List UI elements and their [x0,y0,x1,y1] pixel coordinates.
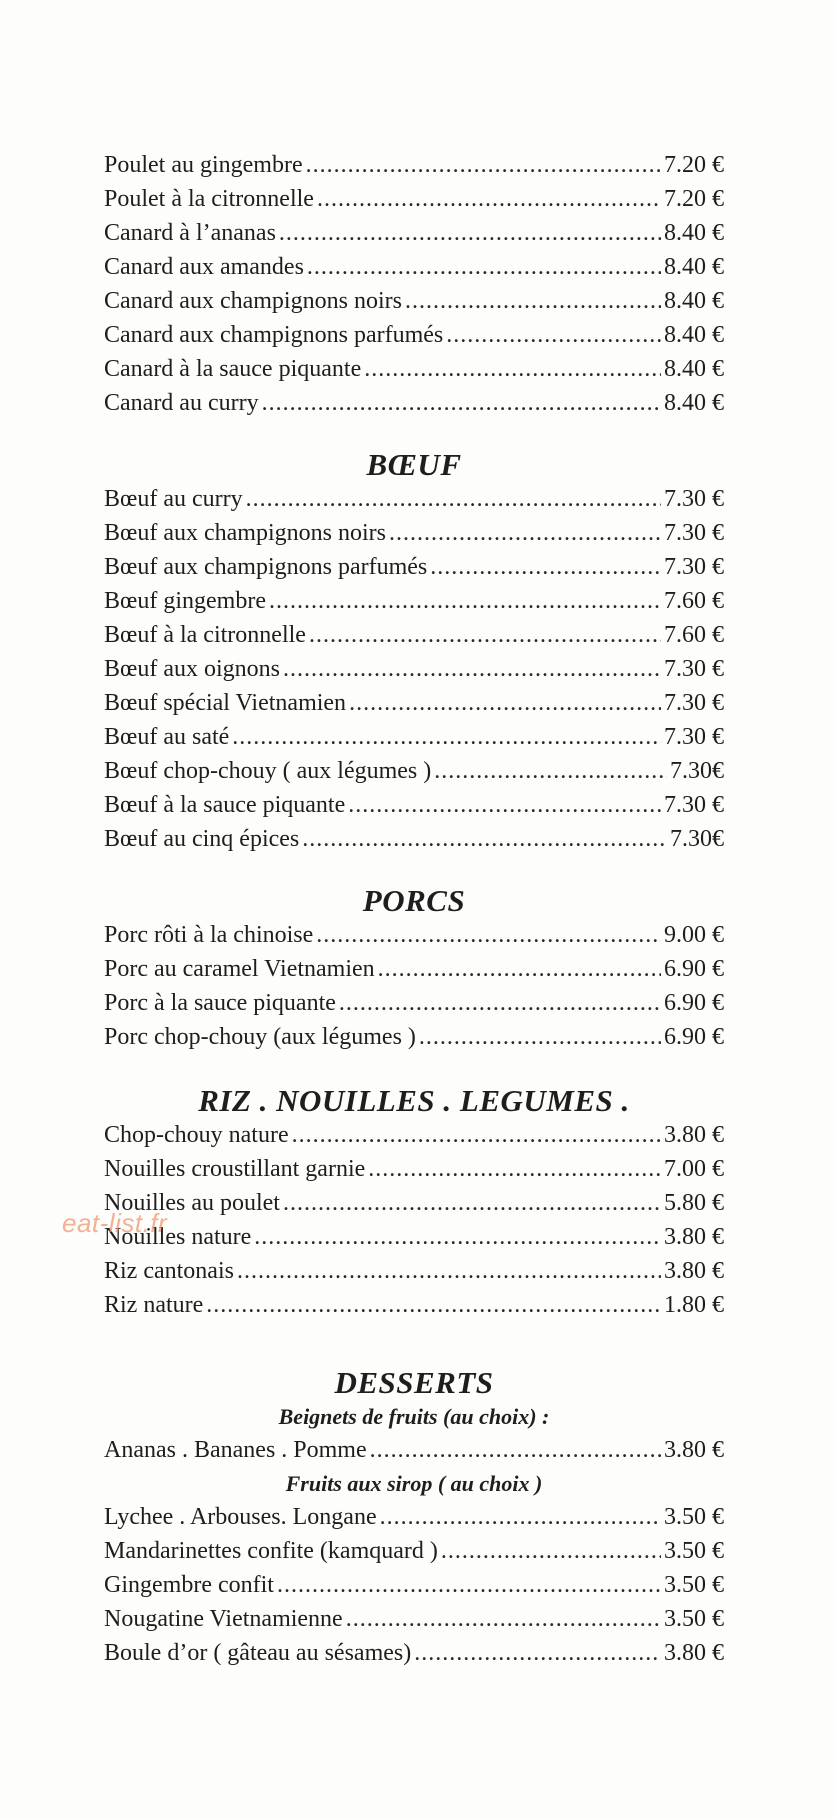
leader-dots [237,1254,661,1288]
item-name: Bœuf à la citronnelle [104,622,306,648]
section-title: PORCS [362,883,466,918]
menu-item [104,1020,724,1054]
item-name: Poulet au gingembre [104,152,303,178]
subsection-title: Beignets de fruits (au choix) : [278,1404,550,1429]
item-price: 7.30 € [664,520,724,546]
leader-dots [206,1288,661,1322]
item-name: Porc chop-chouy (aux légumes ) [104,1024,416,1050]
leader-dots [283,1186,661,1220]
item-price: 9.00 € [664,922,724,948]
menu-item [104,284,724,318]
section-title: DESSERTS [334,1365,494,1400]
menu-item [104,1500,724,1534]
leader-dots [370,1433,661,1467]
menu-item [104,822,724,856]
item-price: 7.30 € [664,486,724,512]
menu-item [104,216,724,250]
leader-dots [279,216,661,250]
item-price: 7.00 € [664,1156,724,1182]
leader-dots [262,386,661,420]
menu-item [104,1186,724,1220]
item-name: Lychee . Arbouses. Longane [104,1504,377,1530]
menu-item [104,686,724,720]
item-price: 5.80 € [664,1190,724,1216]
item-name: Bœuf au cinq épices [104,826,300,852]
leader-dots [368,1152,661,1186]
item-price: 3.50 € [664,1606,724,1632]
item-name: Bœuf aux oignons [104,656,280,682]
menu-item [104,482,724,516]
item-name: Riz cantonais [104,1258,234,1284]
item-price: 7.30 € [664,690,724,716]
item-name: Bœuf au saté [104,724,230,750]
leader-dots [430,550,661,584]
menu-item [104,148,724,182]
item-name: Canard aux champignons noirs [104,288,402,314]
section-desserts [104,1366,724,1670]
subsection-title: Fruits aux sirop ( au choix ) [285,1471,543,1496]
leader-dots [419,1020,661,1054]
item-name: Bœuf au curry [104,486,243,512]
menu-item [104,1602,724,1636]
item-name: Bœuf chop-chouy ( aux légumes ) [104,758,432,784]
item-name: Nouilles nature [104,1224,252,1250]
item-price: 3.80 € [664,1640,724,1666]
item-name: Nouilles croustillant garnie [104,1156,366,1182]
item-price: 8.40 € [664,322,724,348]
item-price: 7.30€ [670,826,724,852]
leader-dots [434,754,667,788]
item-price: 7.60 € [664,588,724,614]
item-price: 3.50 € [664,1504,724,1530]
menu-item [104,352,724,386]
item-name: Bœuf spécial Vietnamien [104,690,347,716]
item-name: Bœuf gingembre [104,588,266,614]
leader-dots [380,1500,661,1534]
leader-dots [254,1220,661,1254]
leader-dots [405,284,661,318]
leader-dots [302,822,667,856]
menu-item [104,1220,724,1254]
leader-dots [414,1636,661,1670]
section-pork [104,884,724,1054]
item-name: Nouilles au poulet [104,1190,280,1216]
item-price: 8.40 € [664,288,724,314]
item-name: Mandarinettes confite (kamquard ) [104,1538,438,1564]
leader-dots [446,318,661,352]
item-price: 7.30€ [670,758,724,784]
leader-dots [306,148,661,182]
menu-item [104,788,724,822]
menu-item [104,250,724,284]
item-price: 6.90 € [664,956,724,982]
item-price: 7.30 € [664,792,724,818]
menu-item [104,652,724,686]
item-name: Chop-chouy nature [104,1122,289,1148]
item-price: 8.40 € [664,356,724,382]
item-price: 6.90 € [664,1024,724,1050]
item-name: Riz nature [104,1292,204,1318]
menu-item [104,754,724,788]
leader-dots [316,918,661,952]
leader-dots [309,618,661,652]
leader-dots [339,986,661,1020]
item-price: 8.40 € [664,390,724,416]
menu-item [104,1534,724,1568]
menu-list [104,148,724,1670]
menu-item [104,1152,724,1186]
menu-item [104,1636,724,1670]
leader-dots [283,652,661,686]
spacer [104,1322,724,1366]
item-name: Canard aux champignons parfumés [104,322,444,348]
section-title: BŒUF [366,447,462,482]
item-price: 7.60 € [664,622,724,648]
item-name: Bœuf aux champignons parfumés [104,554,428,580]
item-price: 1.80 € [664,1292,724,1318]
item-price: 3.80 € [664,1224,724,1250]
item-price: 8.40 € [664,254,724,280]
leader-dots [232,720,661,754]
section-title: RIZ . NOUILLES . LEGUMES . [198,1083,630,1118]
leader-dots [292,1118,661,1152]
item-price: 6.90 € [664,990,724,1016]
item-name: Ananas . Bananes . Pomme [104,1437,367,1463]
leader-dots [378,952,661,986]
menu-item [104,986,724,1020]
item-name: Porc au caramel Vietnamien [104,956,375,982]
item-price: 3.80 € [664,1122,724,1148]
item-price: 3.80 € [664,1258,724,1284]
leader-dots [441,1534,661,1568]
spacer [104,420,724,448]
menu-item [104,550,724,584]
item-name: Canard à l’ananas [104,220,276,246]
leader-dots [277,1568,661,1602]
leader-dots [364,352,661,386]
leader-dots [389,516,661,550]
menu-item [104,1433,724,1467]
item-price: 7.20 € [664,186,724,212]
menu-item [104,386,724,420]
item-name: Boule d’or ( gâteau au sésames) [104,1640,412,1666]
leader-dots [348,788,661,822]
menu-item [104,720,724,754]
item-price: 3.50 € [664,1572,724,1598]
spacer [104,1054,724,1084]
item-name: Porc rôti à la chinoise [104,922,314,948]
item-price: 7.30 € [664,656,724,682]
watermark: eat-list.fr [62,1208,168,1238]
menu-item [104,918,724,952]
item-price: 3.50 € [664,1538,724,1564]
menu-item [104,1254,724,1288]
leader-dots [349,686,661,720]
menu-item [104,516,724,550]
leader-dots [269,584,661,618]
menu-item [104,1118,724,1152]
item-name: Bœuf aux champignons noirs [104,520,386,546]
menu-item [104,318,724,352]
menu-item [104,1568,724,1602]
item-name: Canard à la sauce piquante [104,356,362,382]
leader-dots [317,182,661,216]
item-name: Gingembre confit [104,1572,274,1598]
spacer [104,856,724,884]
menu-item [104,1288,724,1322]
menu-item [104,584,724,618]
item-name: Nougatine Vietnamienne [104,1606,343,1632]
item-price: 8.40 € [664,220,724,246]
leader-dots [307,250,661,284]
menu-item [104,952,724,986]
item-name: Canard au curry [104,390,259,416]
item-price: 7.30 € [664,724,724,750]
item-price: 3.80 € [664,1437,724,1463]
leader-dots [346,1602,661,1636]
menu-item [104,618,724,652]
menu-item [104,182,724,216]
item-price: 7.20 € [664,152,724,178]
item-name: Canard aux amandes [104,254,304,280]
section-poultry [104,148,724,420]
item-price: 7.30 € [664,554,724,580]
item-name: Poulet à la citronnelle [104,186,314,212]
item-name: Bœuf à la sauce piquante [104,792,346,818]
section-rice-noodles [104,1084,724,1322]
item-name: Porc à la sauce piquante [104,990,336,1016]
section-beef [104,448,724,856]
leader-dots [246,482,661,516]
